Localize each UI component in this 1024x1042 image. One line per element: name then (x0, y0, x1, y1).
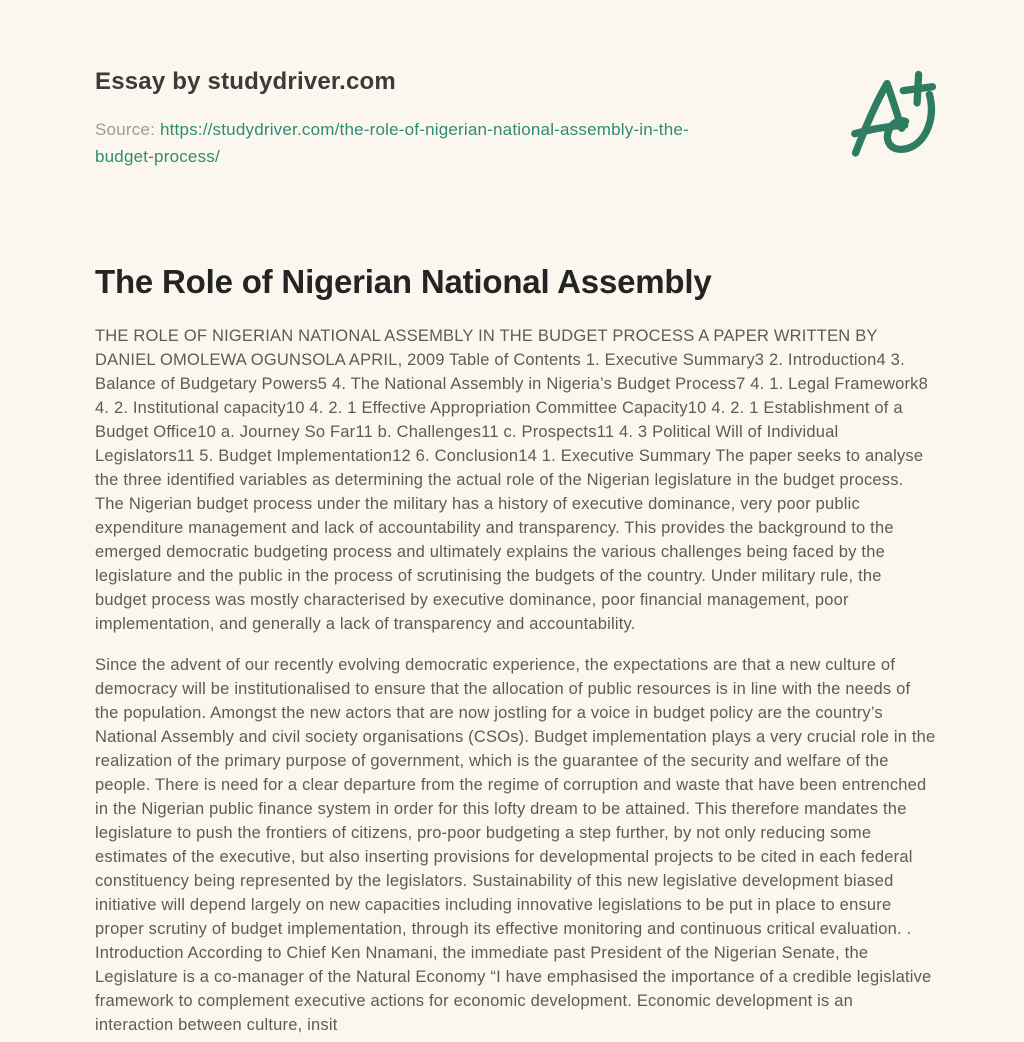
studydriver-logo (844, 66, 944, 166)
source-link[interactable]: https://studydriver.com/the-role-of-nigerian-national-assembly-in-the-budget-process/ (95, 120, 689, 166)
source-label: Source: (95, 120, 155, 139)
a-plus-logo-icon (844, 153, 944, 170)
header-text-block (95, 64, 747, 170)
page-title: The Role of Nigerian National Assembly (95, 263, 712, 300)
header (95, 64, 936, 170)
source-line (95, 116, 747, 170)
article-body (95, 324, 936, 1037)
article-paragraph: Since the advent of our recently evolving democratic experience, the expectations are that a new culture of democracy will be institutionalised to ensure that the allocation of public resources is in line with the needs of the population. Amongst the new actors that are now jostling for a voice in budget policy are the country’s National Assembly and civil society organisations (CSOs). Budget implementation plays a very crucial role in the realization of the primary purpose of government, which is the guarantee of the security and welfare of the people. There is need for a clear departure from the regime of corruption and waste that have been entrenched in the Nigerian public finance system in order for this lofty dream to be attained. This therefore mandates the legislature to push the frontiers of citizens, pro-poor budgeting a step further, by not only reducing some estimates of the executive, but also inserting provisions for developmental projects to be cited in each federal constituency being represented by the legislators. Sustainability of this new legislative development biased initiative will depend largely on new capacities including innovative legislations to be put in place to ensure proper scrutiny of budget implementation, through its effective monitoring and continuous critical evaluation. . Introduction According to Chief Ken Nnamani, the immediate past President of the Nigerian Senate, the Legislature is a co-manager of the Natural Economy “I have emphasised the importance of a credible legislative framework to complement executive actions for economic development. Economic development is an interaction between culture, insit (95, 656, 936, 1034)
essay-byline: Essay by studydriver.com (95, 68, 396, 95)
article-paragraph: THE ROLE OF NIGERIAN NATIONAL ASSEMBLY IN THE BUDGET PROCESS A PAPER WRITTEN BY DANIEL OMOLEWA OGUNSOLA APRIL, 2009 Table of Contents 1. Executive Summary3 2. Introduction4 3. Balance of Budgetary Powers5 4. The National Assembly in Nigeria’s Budget Process7 4. 1. Legal Framework8 4. 2. Institutional capacity10 4. 2. 1 Effective Appropriation Committee Capacity10 4. 2. 1 Establishment of a Budget Office10 a. Journey So Far11 b. Challenges11 c. Prospects11 4. 3 Political Will of Individual Legislators11 5. Budget Implementation12 6. Conclusion14 1. Executive Summary The paper seeks to analyse the three identified variables as determining the actual role of the Nigerian legislature in the budget process. The Nigerian budget process under the military has a history of executive dominance, very poor public expenditure management and lack of accountability and transparency. This provides the background to the emerged democratic budgeting process and ultimately explains the various challenges being faced by the legislature and the public in the process of scrutinising the budgets of the country. Under military rule, the budget process was mostly characterised by executive dominance, poor financial management, poor implementation, and generally a lack of transparency and accountability. (95, 327, 928, 633)
